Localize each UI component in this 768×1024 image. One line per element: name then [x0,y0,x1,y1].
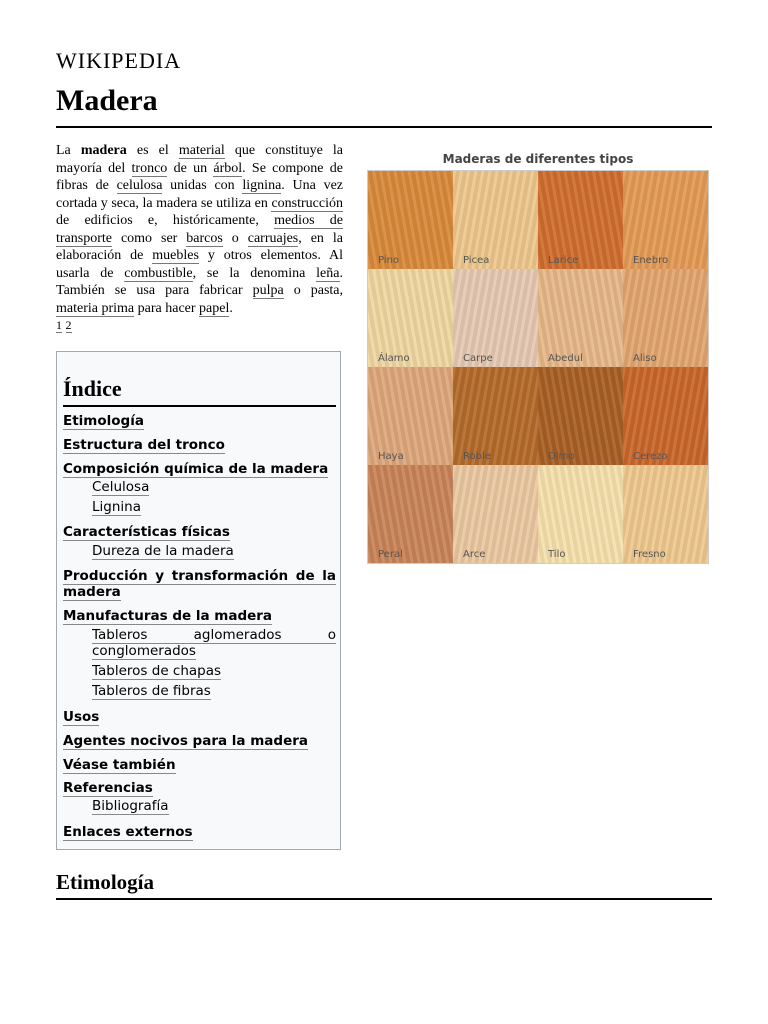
toc-item-estructura-del-tronco[interactable]: Estructura del tronco [63,437,225,453]
link-carruajes[interactable]: carruajes [247,230,299,246]
toc-item-celulosa[interactable]: Celulosa [92,479,150,495]
wood-sample-tile [368,171,453,269]
link-arbol[interactable]: árbol [213,160,243,176]
wood-sample-tile [538,171,623,269]
wood-sample-label: Álamo [378,353,410,364]
table-of-contents [56,351,341,850]
link-materia-prima[interactable]: materia prima [56,300,135,316]
toc-item-produccion-y-transformacion[interactable]: Producción y transformación de la madera [63,568,336,600]
wood-sample-grid[interactable] [367,170,709,564]
figure-caption: Maderas de diferentes tipos [442,152,634,166]
link-barcos[interactable]: barcos [186,230,223,246]
intro-paragraph: La madera es el material que constituye la mayoría del tronco de un árbol. Se compone de fibras de celulosa unidas con lignina. Una vez cortada y seca, la madera se utiliza en construcción de edificios e, históricamente, medios de transporte como ser barcos o carruajes, en la elaboración de muebles y otros elementos. Al usarla de combustible, se la denomina leña. También se usa para fabricar pulpa o pasta, materia prima para hacer papel. 1 2 [56,143,344,332]
toc-item-tableros-de-fibras[interactable]: Tableros de fibras [92,683,211,699]
link-tronco[interactable]: tronco [131,160,168,176]
link-lena[interactable]: leña [316,265,340,281]
wood-sample-tile [453,367,538,465]
toc-item-composicion-quimica[interactable]: Composición química de la madera [63,461,329,477]
wood-sample-label: Carpe [463,353,493,364]
wood-sample-label: Haya [378,451,404,462]
wood-sample-label: Cerezo [633,451,668,462]
page-title: Madera [56,84,158,117]
toc-item-tableros-de-chapas[interactable]: Tableros de chapas [92,663,222,679]
wood-types-figure [367,150,709,564]
wood-sample-tile [538,465,623,563]
section-heading-etimologia: Etimología [56,870,154,894]
wood-sample-tile [368,465,453,563]
toc-item-usos[interactable]: Usos [63,709,100,725]
reference-2[interactable]: 2 [65,318,72,332]
wood-sample-label: Peral [378,549,403,560]
toc-item-dureza-de-la-madera[interactable]: Dureza de la madera [92,543,234,559]
link-papel[interactable]: papel [199,300,230,316]
wood-sample-label: Pino [378,255,400,266]
link-pulpa[interactable]: pulpa [252,283,284,298]
wood-sample-tile [623,269,708,367]
link-medios-de-transporte[interactable]: medios de transporte [56,213,343,246]
wood-sample-label: Tilo [548,549,566,560]
toc-item-agentes-nocivos[interactable]: Agentes nocivos para la madera [63,733,308,749]
toc-divider [63,405,336,407]
toc-item-manufacturas[interactable]: Manufacturas de la madera [63,608,273,624]
wikipedia-wordmark: WIKIPEDIA [56,48,182,73]
toc-item-etimologia[interactable]: Etimología [63,413,144,429]
wood-sample-tile [453,269,538,367]
wood-sample-tile [623,367,708,465]
wood-sample-tile [538,367,623,465]
toc-item-tableros-aglomerados[interactable]: Tableros aglomerados o conglomerados [92,627,336,659]
section-divider [56,898,712,900]
toc-item-caracteristicas-fisicas[interactable]: Características físicas [63,524,230,540]
toc-title: Índice [63,376,122,401]
wood-sample-label: Arce [463,549,486,560]
link-lignina[interactable]: lignina [242,178,282,193]
wood-sample-tile [453,465,538,563]
wood-sample-label: Enebro [633,255,669,266]
link-celulosa[interactable]: celulosa [116,178,163,193]
toc-item-vease-tambien[interactable]: Véase también [63,757,176,773]
wood-sample-tile [623,465,708,563]
wood-sample-label: Picea [463,255,490,266]
reference-1[interactable]: 1 [56,318,62,332]
wood-sample-label: Olmo [548,451,575,462]
title-divider [56,126,712,128]
wood-sample-tile [623,171,708,269]
wood-sample-tile [368,269,453,367]
wood-sample-label: Fresno [633,549,666,560]
toc-item-enlaces-externos[interactable]: Enlaces externos [63,824,193,840]
link-combustible[interactable]: combustible [124,265,193,281]
link-material[interactable]: material [178,143,225,158]
link-construccion[interactable]: construcción [271,195,343,211]
wood-sample-tile [453,171,538,269]
wood-sample-tile [368,367,453,465]
bold-term: madera [80,143,127,158]
wood-sample-tile [538,269,623,367]
wood-sample-label: Larice [548,255,579,266]
wood-sample-label: Abedul [548,353,583,364]
toc-item-bibliografia[interactable]: Bibliografía [92,798,169,814]
wood-sample-label: Aliso [633,353,657,364]
toc-item-lignina[interactable]: Lignina [92,499,141,515]
toc-item-referencias[interactable]: Referencias [63,780,153,796]
wood-sample-label: Roble [463,451,491,462]
link-muebles[interactable]: muebles [152,248,199,263]
